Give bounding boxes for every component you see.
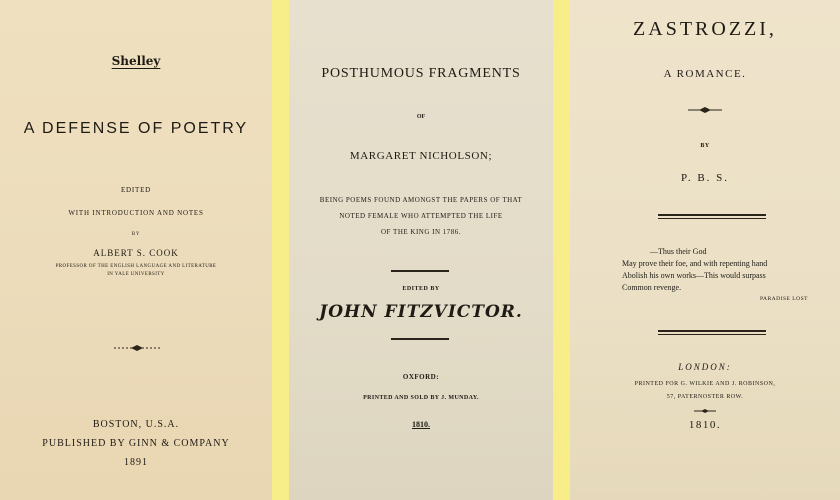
epigraph-line: —Thus their God [650, 247, 707, 256]
editor-affiliation-line1: PROFESSOR OF THE ENGLISH LANGUAGE AND LITERATURE [55, 264, 217, 269]
book-title: POSTHUMOUS FRAGMENTS [321, 66, 521, 81]
editor-name: JOHN FITZVICTOR. [319, 302, 523, 322]
double-rule-bottom [658, 330, 766, 332]
title-page-posthumous-fragments [289, 0, 553, 500]
subject-name: MARGARET NICHOLSON; [349, 150, 493, 162]
ornament-diamond-icon [570, 407, 840, 415]
editor-affiliation-line2: IN YALE UNIVERSITY [107, 272, 165, 277]
double-rule-bottom [658, 334, 766, 335]
author-name: Shelley [111, 54, 161, 68]
imprint-place: LONDON: [678, 362, 732, 372]
subtitle-line: NOTED FEMALE WHO ATTEMPTED THE LIFE [339, 212, 503, 220]
imprint-printer-line2: 57, PATERNOSTER ROW. [666, 394, 744, 400]
imprint-place: OXFORD: [402, 373, 440, 381]
epigraph-source: PARADISE LOST [759, 296, 808, 302]
intro-notes-label: WITH INTRODUCTION AND NOTES [68, 209, 204, 217]
imprint-year: 1810. [688, 419, 722, 431]
book-subtitle: A ROMANCE. [663, 68, 747, 80]
book-title: ZASTROZZI, [633, 18, 777, 40]
epigraph-line: May prove their foe, and with repenting hand [622, 259, 768, 268]
of-label: OF [416, 114, 426, 120]
ornament-divider-icon [0, 344, 272, 352]
subtitle-line: OF THE KING IN 1786. [380, 228, 462, 236]
by-label: BY [131, 232, 141, 237]
double-rule-top [658, 218, 766, 219]
epigraph-line: Abolish his own works—This would surpass [622, 271, 766, 280]
imprint-year: 1810. [412, 420, 430, 429]
double-rule-top [658, 214, 766, 216]
imprint-year: 1891 [124, 457, 148, 468]
editor-name: ALBERT S. COOK [93, 248, 179, 258]
author-initials: P. B. S. [680, 172, 730, 184]
imprint-printer: PRINTED AND SOLD BY J. MUNDAY. [363, 395, 479, 401]
divider-rule [391, 338, 449, 340]
imprint-place: BOSTON, U.S.A. [92, 419, 180, 430]
book-title: A DEFENSE OF POETRY [23, 120, 249, 137]
imprint-publisher: PUBLISHED BY GINN & COMPANY [42, 438, 230, 449]
edited-label: EDITED [120, 186, 152, 194]
title-page-defense-of-poetry [0, 0, 272, 500]
edited-by-label: EDITED BY [402, 286, 440, 292]
title-page-zastrozzi [570, 0, 840, 500]
imprint-printer-line1: PRINTED FOR G. WILKIE AND J. ROBINSON, [634, 381, 776, 387]
subtitle-line: BEING POEMS FOUND AMONGST THE PAPERS OF THAT [319, 196, 523, 204]
epigraph-line: Common revenge. [622, 283, 682, 292]
divider-rule [391, 270, 449, 272]
ornament-diamond-icon [570, 106, 840, 114]
by-label: BY [700, 143, 710, 149]
